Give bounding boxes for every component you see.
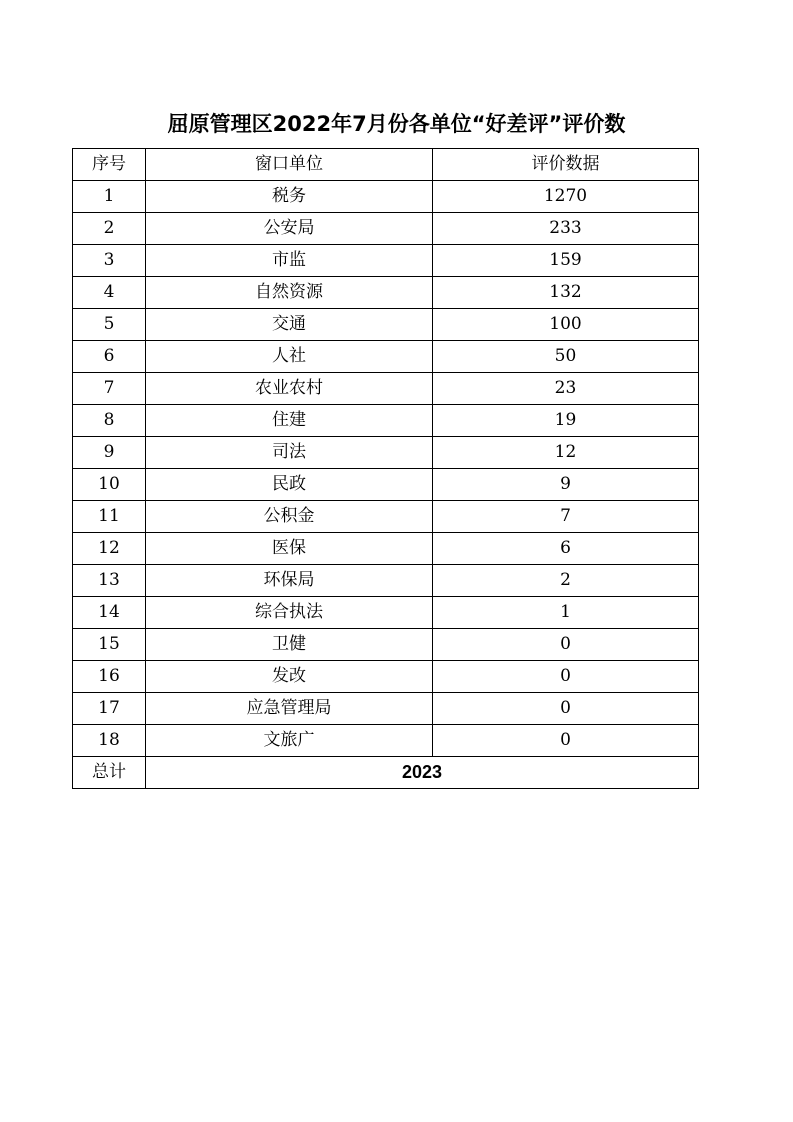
- header-row: [73, 149, 699, 181]
- row-evaluation-count: 9: [433, 469, 699, 501]
- table-row: [73, 469, 699, 501]
- row-evaluation-count: 0: [433, 661, 699, 693]
- header-serial-number: 序号: [73, 149, 146, 181]
- row-evaluation-count: 50: [433, 341, 699, 373]
- row-serial-number: 1: [73, 181, 146, 213]
- row-unit-name: 交通: [146, 309, 433, 341]
- row-evaluation-count: 0: [433, 725, 699, 757]
- table-row: [73, 405, 699, 437]
- table-row: [73, 341, 699, 373]
- table-body: [73, 181, 699, 757]
- row-serial-number: 5: [73, 309, 146, 341]
- table-row: [73, 501, 699, 533]
- table-row: [73, 373, 699, 405]
- row-evaluation-count: 7: [433, 501, 699, 533]
- row-unit-name: 市监: [146, 245, 433, 277]
- table-row: [73, 277, 699, 309]
- row-serial-number: 9: [73, 437, 146, 469]
- table-row: [73, 597, 699, 629]
- total-value: 2023: [146, 757, 699, 789]
- page-title: 屈原管理区2022年7月份各单位“好差评”评价数: [167, 112, 626, 136]
- row-evaluation-count: 19: [433, 405, 699, 437]
- row-serial-number: 12: [73, 533, 146, 565]
- row-unit-name: 卫健: [146, 629, 433, 661]
- row-serial-number: 2: [73, 213, 146, 245]
- row-unit-name: 发改: [146, 661, 433, 693]
- row-serial-number: 11: [73, 501, 146, 533]
- table-row: [73, 565, 699, 597]
- row-serial-number: 17: [73, 693, 146, 725]
- header-window-unit: 窗口单位: [146, 149, 433, 181]
- row-unit-name: 税务: [146, 181, 433, 213]
- row-unit-name: 司法: [146, 437, 433, 469]
- table-row: [73, 213, 699, 245]
- row-unit-name: 医保: [146, 533, 433, 565]
- table-row: [73, 629, 699, 661]
- row-unit-name: 农业农村: [146, 373, 433, 405]
- row-unit-name: 自然资源: [146, 277, 433, 309]
- row-serial-number: 6: [73, 341, 146, 373]
- row-serial-number: 7: [73, 373, 146, 405]
- table-row: [73, 661, 699, 693]
- row-evaluation-count: 233: [433, 213, 699, 245]
- row-unit-name: 文旅广: [146, 725, 433, 757]
- row-serial-number: 3: [73, 245, 146, 277]
- row-evaluation-count: 2: [433, 565, 699, 597]
- row-serial-number: 16: [73, 661, 146, 693]
- table-row: [73, 725, 699, 757]
- row-evaluation-count: 0: [433, 629, 699, 661]
- row-serial-number: 10: [73, 469, 146, 501]
- table-row: [73, 309, 699, 341]
- row-evaluation-count: 1: [433, 597, 699, 629]
- row-unit-name: 人社: [146, 341, 433, 373]
- table-row: [73, 181, 699, 213]
- table-row: [73, 533, 699, 565]
- row-serial-number: 4: [73, 277, 146, 309]
- row-evaluation-count: 159: [433, 245, 699, 277]
- row-unit-name: 公安局: [146, 213, 433, 245]
- row-unit-name: 民政: [146, 469, 433, 501]
- row-evaluation-count: 1270: [433, 181, 699, 213]
- row-evaluation-count: 0: [433, 693, 699, 725]
- table-row: [73, 437, 699, 469]
- row-serial-number: 8: [73, 405, 146, 437]
- header-evaluation-count: 评价数据: [433, 149, 699, 181]
- table-row: [73, 693, 699, 725]
- evaluation-table: [72, 148, 699, 789]
- row-unit-name: 应急管理局: [146, 693, 433, 725]
- total-label: 总计: [73, 757, 146, 789]
- row-evaluation-count: 6: [433, 533, 699, 565]
- table-row: [73, 245, 699, 277]
- row-serial-number: 13: [73, 565, 146, 597]
- row-evaluation-count: 23: [433, 373, 699, 405]
- row-unit-name: 住建: [146, 405, 433, 437]
- total-row: [73, 757, 699, 789]
- row-serial-number: 14: [73, 597, 146, 629]
- row-serial-number: 15: [73, 629, 146, 661]
- row-serial-number: 18: [73, 725, 146, 757]
- row-unit-name: 公积金: [146, 501, 433, 533]
- row-unit-name: 环保局: [146, 565, 433, 597]
- row-evaluation-count: 100: [433, 309, 699, 341]
- row-unit-name: 综合执法: [146, 597, 433, 629]
- row-evaluation-count: 12: [433, 437, 699, 469]
- row-evaluation-count: 132: [433, 277, 699, 309]
